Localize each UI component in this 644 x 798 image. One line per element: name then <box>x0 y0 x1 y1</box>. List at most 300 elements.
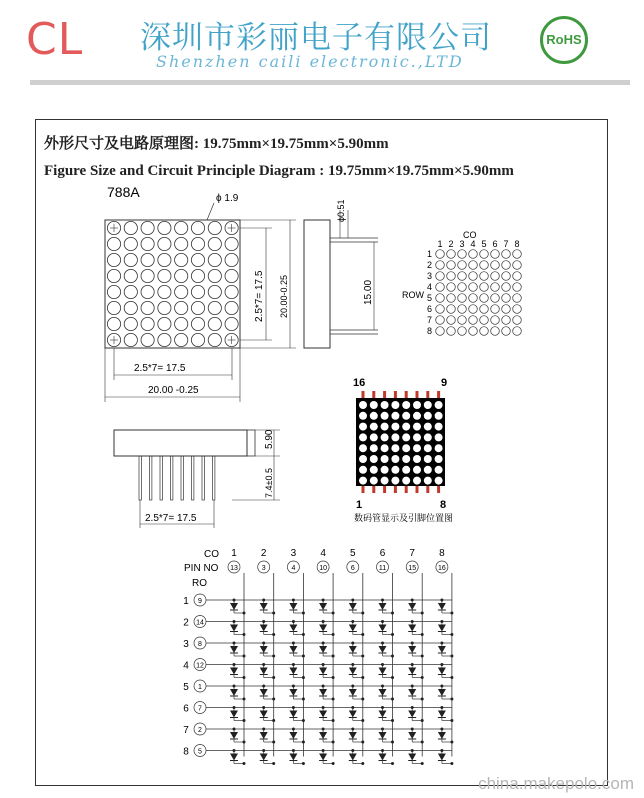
small-led-circle <box>513 305 522 314</box>
junction-dot <box>322 663 325 666</box>
junction-dot <box>332 741 335 744</box>
small-led-circle <box>436 294 445 303</box>
small-led-circle <box>436 272 445 281</box>
small-led-circle <box>491 261 500 270</box>
led-diode <box>349 625 357 632</box>
led-diode <box>438 711 446 718</box>
led-diode <box>319 732 327 739</box>
junction-dot <box>450 676 453 679</box>
small-col-number: 5 <box>481 239 487 249</box>
junction-dot <box>440 706 443 709</box>
bottom-pin <box>202 456 204 500</box>
bottom-pin <box>171 456 173 500</box>
led-diode <box>379 603 387 610</box>
small-led-circle <box>469 283 478 292</box>
pin-dia-label: ϕ0.51 <box>336 199 346 222</box>
small-led-circle <box>513 283 522 292</box>
company-name-en: Shenzhen caili electronic.,LTD <box>156 52 464 71</box>
junction-dot <box>440 599 443 602</box>
led-diode <box>349 711 357 718</box>
led-circle <box>175 253 188 266</box>
pin-position-led <box>413 423 421 431</box>
pin-position-led <box>391 433 399 441</box>
col-pin-number: 3 <box>261 565 266 572</box>
led-circle <box>175 317 188 330</box>
small-row-number: 5 <box>426 293 432 303</box>
circuit-col-number: 8 <box>439 548 445 559</box>
junction-dot <box>233 642 236 645</box>
led-circle <box>158 269 171 282</box>
small-led-circle <box>436 327 445 336</box>
led-diode <box>230 689 238 696</box>
junction-dot <box>332 719 335 722</box>
bottom-pin <box>150 456 152 500</box>
title-en: Figure Size and Circuit Principle Diagram : 19.75mm×19.75mm×5.90mm <box>44 163 514 179</box>
led-diode <box>260 732 268 739</box>
circuit-grid <box>183 548 453 765</box>
led-diode <box>438 646 446 653</box>
junction-dot <box>233 599 236 602</box>
led-diode <box>319 625 327 632</box>
junction-dot <box>322 642 325 645</box>
junction-dot <box>411 749 414 752</box>
pin-top <box>362 391 365 398</box>
junction-dot <box>262 706 265 709</box>
junction-dot <box>351 599 354 602</box>
led-circle <box>208 317 221 330</box>
led-diode <box>379 732 387 739</box>
led-circle <box>141 237 154 250</box>
junction-dot <box>302 719 305 722</box>
junction-dot <box>421 719 424 722</box>
led-circle <box>191 269 204 282</box>
pin-position-led <box>424 455 432 463</box>
led-diode <box>379 689 387 696</box>
led-diode <box>319 668 327 675</box>
junction-dot <box>351 749 354 752</box>
pin-position-led <box>391 444 399 452</box>
led-circle <box>191 333 204 346</box>
led-diode <box>230 754 238 761</box>
pin-position-led <box>391 401 399 409</box>
junction-dot <box>381 663 384 666</box>
pin-top <box>405 391 408 398</box>
junction-dot <box>262 685 265 688</box>
led-circle <box>225 317 238 330</box>
led-diode <box>260 603 268 610</box>
led-circle <box>141 285 154 298</box>
junction-dot <box>302 698 305 701</box>
junction-dot <box>450 741 453 744</box>
small-led-circle <box>491 316 500 325</box>
led-diode <box>319 754 327 761</box>
pin-position-led <box>381 455 389 463</box>
small-led-circle <box>436 316 445 325</box>
led-circle <box>225 269 238 282</box>
junction-dot <box>450 633 453 636</box>
led-circle <box>208 269 221 282</box>
circuit-col-number: 3 <box>290 548 297 559</box>
led-circle <box>158 301 171 314</box>
led-diode <box>260 711 268 718</box>
small-led-circle <box>491 327 500 336</box>
led-diode <box>408 754 416 761</box>
circuit-row-number: 6 <box>183 703 189 715</box>
pin-position-led <box>435 423 443 431</box>
led-circle <box>124 301 137 314</box>
pin-position-diagram <box>353 377 453 523</box>
circuit-col-number: 6 <box>379 548 386 559</box>
pin-position-led <box>381 466 389 474</box>
led-diode <box>438 732 446 739</box>
junction-dot <box>302 633 305 636</box>
led-circle <box>107 269 120 282</box>
junction-dot <box>243 676 246 679</box>
junction-dot <box>332 676 335 679</box>
junction-dot <box>233 749 236 752</box>
small-led-circle <box>436 305 445 314</box>
circuit-col-number: 5 <box>350 548 356 559</box>
led-diode <box>438 625 446 632</box>
junction-dot <box>411 599 414 602</box>
junction-dot <box>262 642 265 645</box>
row-pin-number: 5 <box>198 748 202 756</box>
junction-dot <box>450 655 453 658</box>
company-name-cn: 深圳市彩丽电子有限公司 <box>140 20 492 56</box>
junction-dot <box>391 612 394 615</box>
row-pin-number: 1 <box>198 684 202 691</box>
small-row-number: 6 <box>426 304 432 314</box>
junction-dot <box>302 762 305 765</box>
junction-dot <box>351 663 354 666</box>
junction-dot <box>440 685 443 688</box>
col-pin-number: 16 <box>438 565 446 572</box>
junction-dot <box>421 655 424 658</box>
led-circle <box>175 221 188 234</box>
pin-position-led <box>381 412 389 420</box>
junction-dot <box>421 698 424 701</box>
pin-bottom <box>405 486 408 493</box>
junction-dot <box>332 612 335 615</box>
led-circle <box>175 301 188 314</box>
junction-dot <box>361 741 364 744</box>
small-led-circle <box>436 283 445 292</box>
small-col-number: 3 <box>459 239 465 249</box>
led-diode <box>319 689 327 696</box>
junction-dot <box>292 728 295 731</box>
led-diode <box>379 646 387 653</box>
led-diode <box>289 711 297 718</box>
led-diode <box>260 689 268 696</box>
pin-16-label: 16 <box>353 377 366 389</box>
pin-position-led <box>424 401 432 409</box>
col-pin-number: 6 <box>350 565 355 572</box>
pin-position-led <box>359 455 367 463</box>
led-circle <box>141 317 154 330</box>
led-circle <box>141 253 154 266</box>
led-diode <box>230 646 238 653</box>
small-led-circle <box>458 316 467 325</box>
small-led-circle <box>502 261 511 270</box>
junction-dot <box>292 599 295 602</box>
junction-dot <box>332 698 335 701</box>
pin-position-led <box>370 412 378 420</box>
junction-dot <box>361 633 364 636</box>
pin-position-led <box>413 401 421 409</box>
small-row-number: 3 <box>426 271 432 281</box>
led-diode <box>438 754 446 761</box>
pin-position-led <box>424 412 432 420</box>
led-diode <box>438 668 446 675</box>
pin-position-led <box>391 466 399 474</box>
led-diode <box>319 711 327 718</box>
junction-dot <box>262 728 265 731</box>
circuit-row-number: 2 <box>183 617 189 629</box>
led-circle <box>225 285 238 298</box>
small-led-circle <box>480 316 489 325</box>
led-circle <box>107 253 120 266</box>
pin-9-label: 9 <box>441 377 448 389</box>
small-col-number: 1 <box>437 239 443 249</box>
led-diode <box>379 668 387 675</box>
small-led-circle <box>458 283 467 292</box>
led-circle <box>158 317 171 330</box>
pin-position-led <box>402 433 410 441</box>
junction-dot <box>421 633 424 636</box>
junction-dot <box>411 728 414 731</box>
small-led-circle <box>458 261 467 270</box>
junction-dot <box>391 676 394 679</box>
pin-position-led <box>413 444 421 452</box>
circuit-row-number: 7 <box>183 725 189 736</box>
junction-dot <box>272 676 275 679</box>
small-led-circle <box>469 261 478 270</box>
small-led-circle <box>447 261 456 270</box>
company-logo: CL <box>26 14 84 65</box>
col-pin-number: 13 <box>230 565 238 572</box>
pin-position-led <box>402 444 410 452</box>
junction-dot <box>272 741 275 744</box>
row-pin-number: 9 <box>198 598 202 605</box>
circuit-row-number: 5 <box>183 682 189 693</box>
pin-top <box>372 391 375 398</box>
pin-8-label: 8 <box>440 499 447 511</box>
junction-dot <box>381 620 384 623</box>
pin-position-led <box>435 433 443 441</box>
junction-dot <box>302 655 305 658</box>
junction-dot <box>351 706 354 709</box>
junction-dot <box>322 685 325 688</box>
pin-position-led <box>402 455 410 463</box>
pin-position-led <box>370 401 378 409</box>
circuit-col-number: 1 <box>231 548 237 559</box>
small-row-number: 8 <box>426 326 432 336</box>
junction-dot <box>233 728 236 731</box>
small-col-number: 7 <box>503 239 509 249</box>
junction-dot <box>243 612 246 615</box>
small-led-circle <box>502 316 511 325</box>
junction-dot <box>381 642 384 645</box>
junction-dot <box>233 663 236 666</box>
junction-dot <box>361 655 364 658</box>
small-led-circle <box>480 294 489 303</box>
col-pin-number: 4 <box>291 565 296 572</box>
pin-position-led <box>359 466 367 474</box>
small-led-circle <box>469 272 478 281</box>
pin-position-led <box>402 466 410 474</box>
junction-dot <box>411 706 414 709</box>
junction-dot <box>302 741 305 744</box>
pin-position-led <box>402 477 410 485</box>
led-circle <box>175 237 188 250</box>
width-label: 20.00 -0.25 <box>148 385 199 396</box>
pin-position-top-pins <box>362 391 441 398</box>
row-pin-number: 7 <box>198 705 202 713</box>
col-pin-number: 15 <box>408 565 417 572</box>
led-circle <box>208 333 221 346</box>
small-led-circle <box>458 294 467 303</box>
junction-dot <box>292 685 295 688</box>
small-led-circle <box>491 294 500 303</box>
bottom-pins <box>139 456 215 500</box>
small-led-circle <box>513 327 522 336</box>
pitch-v-label: 2.5*7= 17.5 <box>254 270 265 322</box>
led-circle <box>107 301 120 314</box>
led-diode <box>260 625 268 632</box>
pin-position-led <box>391 455 399 463</box>
led-diode <box>260 754 268 761</box>
junction-dot <box>421 612 424 615</box>
small-led-circle <box>447 250 456 259</box>
pin-top <box>383 391 386 398</box>
led-circle <box>208 237 221 250</box>
pin-top <box>437 391 440 398</box>
led-circle <box>124 221 137 234</box>
junction-dot <box>243 762 246 765</box>
circuit-pin-no-label: PIN NO <box>184 563 219 574</box>
led-diode <box>438 689 446 696</box>
junction-dot <box>440 642 443 645</box>
junction-dot <box>233 620 236 623</box>
circuit-row-number: 1 <box>183 596 189 607</box>
pin-position-led <box>413 466 421 474</box>
junction-dot <box>351 620 354 623</box>
junction-dot <box>233 706 236 709</box>
pin-position-led <box>370 433 378 441</box>
pin-position-led <box>359 423 367 431</box>
junction-dot <box>440 663 443 666</box>
led-diode <box>379 754 387 761</box>
small-led-circle <box>491 305 500 314</box>
led-diode <box>349 668 357 675</box>
small-led-circle <box>491 272 500 281</box>
pin-position-led <box>381 477 389 485</box>
pin-position-led <box>391 412 399 420</box>
junction-dot <box>391 741 394 744</box>
co-label-small: CO <box>463 230 477 240</box>
side-view <box>304 199 378 348</box>
junction-dot <box>421 762 424 765</box>
led-circle <box>191 253 204 266</box>
circuit-col-number: 7 <box>409 548 415 559</box>
led-circle <box>208 301 221 314</box>
junction-dot <box>292 749 295 752</box>
pin-bottom <box>383 486 386 493</box>
hole-dia-label: ϕ 1.9 <box>216 193 239 204</box>
led-circle <box>158 237 171 250</box>
led-diode <box>260 646 268 653</box>
led-diode <box>289 646 297 653</box>
led-diode <box>408 625 416 632</box>
pin-bottom <box>362 486 365 493</box>
pin-position-led <box>359 444 367 452</box>
led-diode <box>408 603 416 610</box>
pin-position-led <box>359 412 367 420</box>
small-led-circle <box>447 283 456 292</box>
small-matrix-grid <box>427 239 521 336</box>
pin-position-led <box>424 444 432 452</box>
led-circle <box>208 285 221 298</box>
pin-length-label: 15.00 <box>363 279 374 305</box>
small-led-circle <box>480 261 489 270</box>
led-circle <box>124 269 137 282</box>
small-led-circle <box>469 327 478 336</box>
led-circle <box>107 317 120 330</box>
small-led-circle <box>447 294 456 303</box>
pin-position-bottom-pins <box>362 486 441 493</box>
pin-top <box>426 391 429 398</box>
junction-dot <box>361 719 364 722</box>
small-led-circle <box>436 250 445 259</box>
led-diode <box>408 689 416 696</box>
small-led-circle <box>513 272 522 281</box>
led-circle <box>225 237 238 250</box>
pin-position-led <box>424 423 432 431</box>
junction-dot <box>292 663 295 666</box>
small-led-circle <box>480 305 489 314</box>
pin-position-led <box>435 401 443 409</box>
pin-bottom <box>372 486 375 493</box>
height-label: 20.00-0.25 <box>279 274 289 318</box>
small-led-circle <box>513 261 522 270</box>
small-led-circle <box>469 316 478 325</box>
led-diode <box>349 689 357 696</box>
junction-dot <box>292 706 295 709</box>
junction-dot <box>322 599 325 602</box>
pin-top <box>416 391 419 398</box>
junction-dot <box>391 633 394 636</box>
small-row-number: 4 <box>426 282 432 292</box>
row-pin-number: 2 <box>198 727 202 734</box>
led-diode <box>289 732 297 739</box>
circuit-col-number: 2 <box>260 548 267 559</box>
junction-dot <box>322 706 325 709</box>
junction-dot <box>272 762 275 765</box>
small-led-circle <box>458 250 467 259</box>
pin-position-led <box>435 477 443 485</box>
bottom-pin <box>213 456 215 500</box>
pin-height-label: 7.4±0.5 <box>264 468 274 498</box>
led-circle <box>124 333 137 346</box>
small-led-circle <box>502 250 511 259</box>
led-circle <box>124 317 137 330</box>
junction-dot <box>411 685 414 688</box>
junction-dot <box>361 676 364 679</box>
led-circle <box>141 333 154 346</box>
junction-dot <box>361 612 364 615</box>
led-diode <box>438 603 446 610</box>
pin-position-led <box>359 433 367 441</box>
